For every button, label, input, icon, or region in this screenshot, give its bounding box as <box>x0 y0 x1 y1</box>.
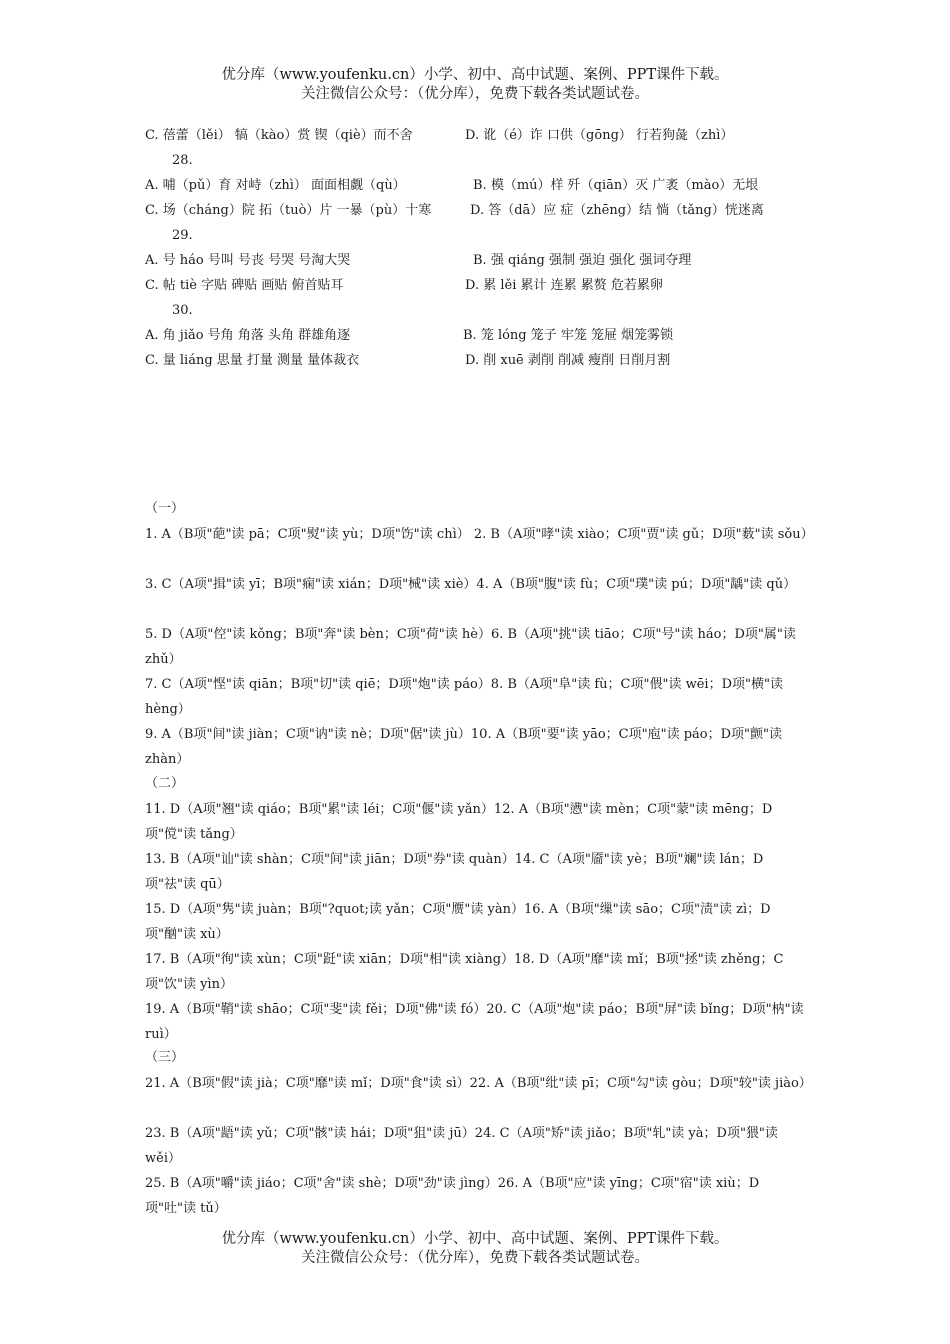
q27-option-c: C. 蓓蕾（lěi） 犒（kào）赏 锲（qiè）而不舍 <box>145 128 413 143</box>
header-line-2: 关注微信公众号：（优分库），免费下载各类试题试卷。 <box>301 86 649 102</box>
answer-11-12: 11. D（A项"翘"读 qiáo；B项"累"读 léi；C项"偃"读 yǎn）12. A（B项"懑"读 mèn；C项"蒙"读 mēng；D项"傥"读 tǎng） <box>145 802 773 842</box>
q30-number: 30. <box>172 303 193 318</box>
q28-number: 28. <box>172 153 193 168</box>
answer-23-24: 23. B（A项"龉"读 yǔ；C项"骸"读 hái；D项"狙"读 jū）24. C（A项"矫"读 jiǎo；B项"轧"读 yà；D项"猥"读 wěi） <box>145 1126 778 1166</box>
answer-5-6: 5. D（A项"倥"读 kǒng；B项"奔"读 bèn；C项"荷"读 hè）6. B（A项"挑"读 tiāo；C项"号"读 háo；D项"属"读 zhǔ） <box>145 627 796 667</box>
answer-13-14: 13. B（A项"讪"读 shàn；C项"间"读 jiān；D项"券"读 quàn）14. C（A项"靥"读 yè；B项"斓"读 lán；D项"祛"读 qū） <box>145 852 764 892</box>
q30-option-c: C. 量 liáng 思量 打量 测量 量体裁衣 <box>145 353 360 368</box>
answer-25-26: 25. B（A项"嚼"读 jiáo；C项"舍"读 shè；D项"劲"读 jìng）26. A（B项"应"读 yīng；C项"宿"读 xiù；D项"吐"读 tǔ） <box>145 1176 760 1216</box>
q28-option-c: C. 场（cháng）院 拓（tuò）片 一暴（pù）十寒 <box>145 203 432 218</box>
q28-option-b: B. 模（mú）样 歼（qiān）灭 广袤（mào）无垠 <box>473 178 759 193</box>
answer-21-22: 21. A（B项"假"读 jià；C项"靡"读 mǐ；D项"食"读 sì）22. A（B项"纰"读 pī；C项"勾"读 gòu；D项"较"读 jiào） <box>145 1076 812 1091</box>
footer-line-2: 关注微信公众号：（优分库），免费下载各类试题试卷。 <box>301 1250 649 1266</box>
answer-section-2-heading: （二） <box>145 776 185 791</box>
answer-1-2: 1. A（B项"葩"读 pā；C项"熨"读 yù；D项"饬"读 chì） 2. B（A项"哮"读 xiào；C项"贾"读 gǔ；D项"薮"读 sǒu） <box>145 527 814 542</box>
answer-15-16: 15. D（A项"隽"读 juàn；B项"?quot;读 yǎn；C项"赝"读 yàn）16. A（B项"缫"读 sāo；C项"渍"读 zì；D项"酗"读 xù） <box>145 902 771 942</box>
q30-option-a: A. 角 jiǎo 号角 角落 头角 群雄角逐 <box>145 328 351 343</box>
q28-option-a: A. 哺（pǔ）育 对峙（zhì） 面面相觑（qù） <box>145 178 406 193</box>
q30-option-d: D. 削 xuē 剥削 削减 瘦削 日削月割 <box>465 353 671 368</box>
footer-line-1: 优分库（www.youfenku.cn）小学、初中、高中试题、案例、PPT课件下载。 <box>221 1231 729 1247</box>
answer-19-20: 19. A（B项"鞘"读 shāo；C项"斐"读 fěi；D项"佛"读 fó）20. C（A项"炮"读 páo；B项"屏"读 bǐng；D项"枘"读 ruì） <box>145 1002 804 1042</box>
q29-number: 29. <box>172 228 193 243</box>
answer-section-1-heading: （一） <box>145 501 185 516</box>
q29-option-d: D. 累 lěi 累计 连累 累赘 危若累卵 <box>465 278 663 293</box>
q30-option-b: B. 笼 lóng 笼子 牢笼 笼屉 烟笼雾锁 <box>463 328 674 343</box>
page-footer <box>0 1230 950 1268</box>
q28-option-d: D. 答（dā）应 症（zhēng）结 惝（tǎng）恍迷离 <box>470 203 764 218</box>
answer-9-10: 9. A（B项"间"读 jiàn；C项"讷"读 nè；D项"倨"读 jù）10. A（B项"要"读 yāo；C项"庖"读 páo；D项"颤"读 zhàn） <box>145 727 782 767</box>
q29-option-a: A. 号 háo 号叫 号丧 号哭 号淘大哭 <box>145 253 351 268</box>
q29-option-b: B. 强 qiáng 强制 强迫 强化 强词夺理 <box>473 253 692 268</box>
answer-7-8: 7. C（A项"悭"读 qiān；B项"切"读 qiē；D项"炮"读 páo）8. B（A项"阜"读 fù；C项"偎"读 wēi；D项"横"读 hèng） <box>145 677 783 717</box>
header-line-1: 优分库（www.youfenku.cn）小学、初中、高中试题、案例、PPT课件下载。 <box>221 67 729 83</box>
answer-section-3-heading: （三） <box>145 1050 185 1065</box>
q27-option-d: D. 讹（é）诈 口供（gōng） 行若狗彘（zhì） <box>465 128 734 143</box>
q29-option-c: C. 帖 tiè 字贴 碑贴 画贴 俯首贴耳 <box>145 278 344 293</box>
page-header <box>0 66 950 104</box>
answer-3-4: 3. C（A项"揖"读 yī；B项"痫"读 xián；D项"械"读 xiè）4. A（B项"腹"读 fù；C项"璞"读 pú；D项"龋"读 qǔ） <box>145 577 797 592</box>
answer-17-18: 17. B（A项"徇"读 xùn；C项"跹"读 xiān；D项"相"读 xiàng）18. D（A项"靡"读 mǐ；B项"拯"读 zhěng；C项"饮"读 yìn） <box>145 952 784 992</box>
